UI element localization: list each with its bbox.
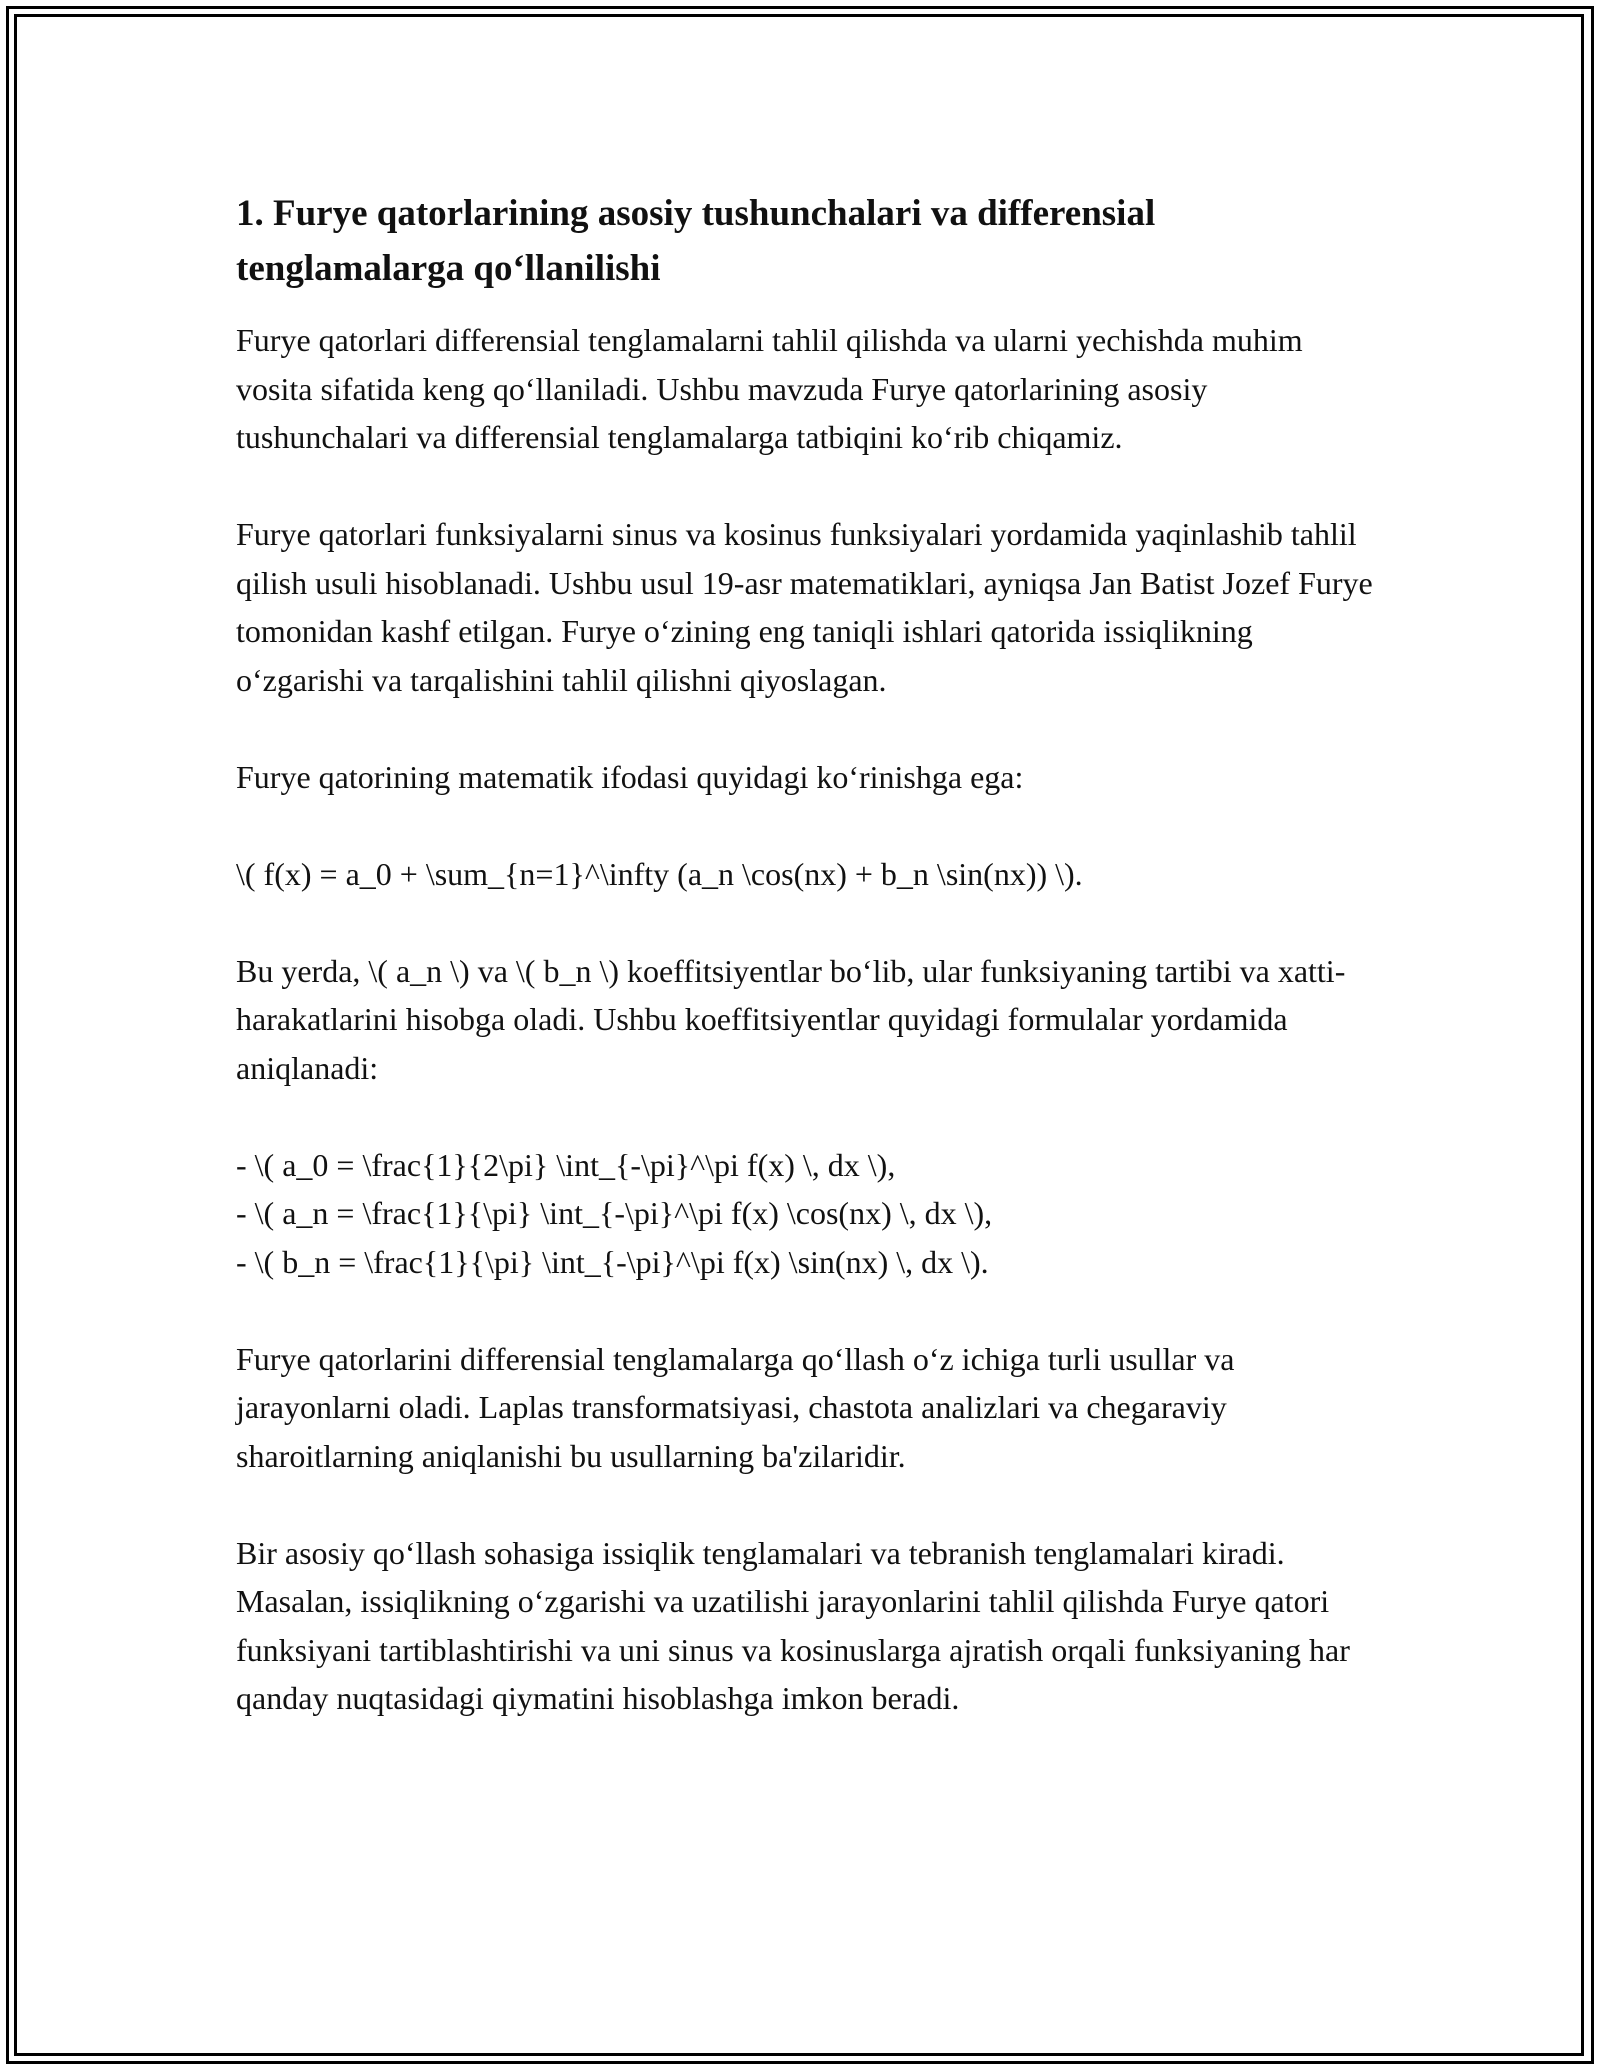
paragraph-coefficients: Bu yerda, \( a_n \) va \( b_n \) koeffitsiyentlar bo‘lib, ular funksiyaning tartibi va xatti-harakatlarini hisobga oladi. Ushbu koeffitsiyentlar quyidagi formulalar yordamida aniqlanadi: [236, 952, 1346, 1086]
formula-bn: - \( b_n = \frac{1}{\pi} \int_{-\pi}^\pi f(x) \sin(nx) \, dx \). [236, 1243, 989, 1280]
document-body [236, 186, 1376, 1771]
page-title: 1. Furye qatorlarining asosiy tushunchalari va differensial tenglamalarga qo‘llanilishi [236, 193, 1156, 289]
paragraph-history: Furye qatorlari funksiyalarni sinus va kosinus funksiyalari yordamida yaqinlashib tahlil qilish usuli hisoblanadi. Ushbu usul 19-asr matematiklari, ayniqsa Jan Batist Jozef Furye tomonidan kashf etilgan. Furye o‘zining eng taniqli ishlari qatorida issiqlikning o‘zgarishi va tarqalishini tahlil qilishni qiyoslagan. [236, 516, 1373, 698]
paragraph-expression-intro: Furye qatorining matematik ifodasi quyidagi ko‘rinishga ega: [236, 758, 1024, 795]
paragraph-heat-example: Bir asosiy qo‘llash sohasiga issiqlik tenglamalari va tebranish tenglamalari kiradi. Masalan, issiqlikning o‘zgarishi va uzatilishi jarayonlarini tahlil qilishda Furye qatori funksiyani tartiblashtirishi va uni sinus va kosinuslarga ajratish orqali funksiyaning har qanday nuqtasidagi qiymatini hisoblashga imkon beradi. [236, 1534, 1350, 1716]
paragraph-main-formula: \( f(x) = a_0 + \sum_{n=1}^\infty (a_n \cos(nx) + b_n \sin(nx)) \). [236, 855, 1083, 892]
formula-a0: - \( a_0 = \frac{1}{2\pi} \int_{-\pi}^\pi f(x) \, dx \), [236, 1146, 896, 1183]
paragraph-intro: Furye qatorlari differensial tenglamalarni tahlil qilishda va ularni yechishda muhim vosita sifatida keng qo‘llaniladi. Ushbu mavzuda Furye qatorlarining asosiy tushunchalari va differensial tenglamalarga tatbiqini ko‘rib chiqamiz. [236, 322, 1303, 455]
paragraph-applications: Furye qatorlarini differensial tenglamalarga qo‘llash o‘z ichiga turli usullar va jarayonlarni oladi. Laplas transformatsiyasi, chastota analizlari va chegaraviy sharoitlarning aniqlanishi bu usullarning ba'zilaridir. [236, 1340, 1235, 1474]
formula-an: - \( a_n = \frac{1}{\pi} \int_{-\pi}^\pi f(x) \cos(nx) \, dx \), [236, 1195, 993, 1231]
coefficient-formula-list [236, 1141, 1376, 1287]
